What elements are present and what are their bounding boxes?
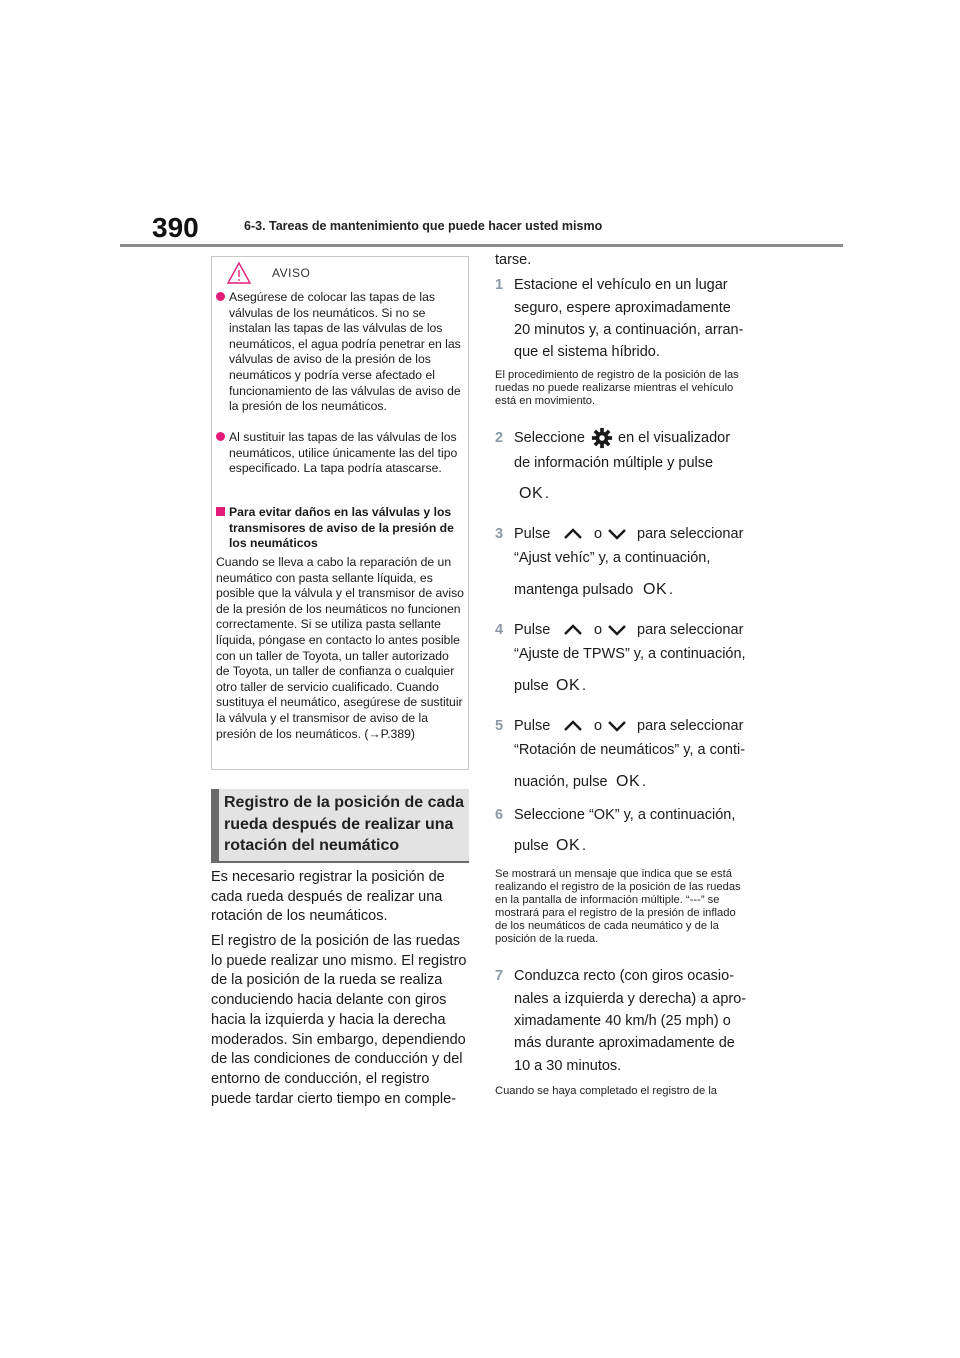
step-text: o bbox=[594, 526, 603, 542]
step-text: seguro, espere aproximadamente bbox=[514, 300, 731, 316]
chevron-down-icon bbox=[607, 528, 627, 540]
ok-button-icon: OK bbox=[616, 773, 641, 790]
ok-button-icon: OK bbox=[556, 677, 581, 694]
warning-bullet bbox=[216, 290, 464, 415]
chevron-up-icon bbox=[563, 528, 583, 540]
body-paragraph: Es necesario registrar la posición de cada rueda después de realizar una rotación de los neumáticos. bbox=[211, 869, 445, 925]
step-text: en el visualizador bbox=[618, 430, 731, 446]
warning-title: AVISO bbox=[272, 266, 311, 280]
step-text: . bbox=[582, 678, 587, 694]
step-text: “Ajuste de TPWS” y, a continuación, bbox=[514, 646, 746, 662]
header-divider bbox=[120, 244, 843, 247]
step-text: 10 a 30 minutos. bbox=[514, 1058, 622, 1074]
page-reference-link[interactable]: P.389) bbox=[380, 726, 415, 741]
step-text: “Ajust vehíc” y, a continuación, bbox=[514, 550, 711, 566]
ok-button-icon: OK bbox=[519, 485, 544, 502]
step-text: para seleccionar bbox=[637, 622, 744, 638]
step-text: o bbox=[594, 718, 603, 734]
page-number: 390 bbox=[152, 212, 199, 243]
continuation-text: tarse. bbox=[495, 252, 532, 268]
ok-button-icon: OK bbox=[556, 837, 581, 854]
step-number: 4 bbox=[495, 622, 504, 638]
gear-icon bbox=[591, 427, 613, 449]
step-text: Pulse bbox=[514, 622, 551, 638]
step-number: 3 bbox=[495, 526, 504, 542]
ok-button-icon: OK bbox=[643, 581, 668, 598]
step-text: . bbox=[642, 774, 647, 790]
step-text: mantenga pulsado bbox=[514, 582, 634, 598]
chevron-up-icon bbox=[563, 720, 583, 732]
step-text: “Rotación de neumáticos” y, a conti- bbox=[514, 742, 746, 758]
step-text: Pulse bbox=[514, 526, 551, 542]
step-text: nuación, pulse bbox=[514, 774, 608, 790]
step-text: pulse bbox=[514, 678, 549, 694]
step-number: 7 bbox=[495, 968, 504, 984]
chevron-up-icon bbox=[563, 624, 583, 636]
warning-bullet-text: Al sustituir las tapas de las válvulas de los neumáticos, utilice únicamente las del tipo especificado. La tapa podría atascarse. bbox=[229, 430, 458, 476]
step-text: para seleccionar bbox=[637, 718, 744, 734]
note-text: Se mostrará un mensaje que indica que se está realizando el registro de la posición de las ruedas en la pantalla de información múltiple. “---” se mostrará para el registro de la presión de inflado de los neumáticos de cada neumático y de la posición de la rueda. bbox=[495, 868, 741, 945]
step-text: o bbox=[594, 622, 603, 638]
step-text: nales a izquierda y derecha) a apro- bbox=[514, 991, 747, 1007]
step-number: 6 bbox=[495, 807, 504, 823]
step-text: Seleccione bbox=[514, 430, 585, 446]
step-number: 5 bbox=[495, 718, 504, 734]
step-text: 20 minutos y, a continuación, arran- bbox=[514, 322, 744, 338]
step-text: . bbox=[582, 838, 587, 854]
warning-triangle-icon bbox=[226, 261, 252, 285]
arrow-right-icon: → bbox=[368, 726, 381, 741]
body-paragraph: El registro de la posición de las ruedas lo puede realizar uno mismo. El registro de la posición de la rueda se realiza conduciendo hacia delante con giros hacia la izquierda y hacia la derecha moderados. Sin embargo, dependiendo de las condiciones de conducción y del entorno de conducción, el registro puede tardar cierto tiempo en comple- bbox=[211, 933, 467, 1107]
step-text: Conduzca recto (con giros ocasio- bbox=[514, 968, 735, 984]
note-text: Cuando se haya completado el registro de la bbox=[495, 1085, 718, 1097]
bullet-icon bbox=[216, 292, 225, 301]
step-text: que el sistema híbrido. bbox=[514, 344, 660, 360]
step-text: . bbox=[545, 486, 550, 502]
step-text: Pulse bbox=[514, 718, 551, 734]
chapter-heading: 6-3. Tareas de mantenimiento que puede hacer usted mismo bbox=[244, 219, 603, 233]
section-title: Registro de la posición de cada rueda después de realizar una rotación del neumático bbox=[224, 794, 465, 854]
note-text: El procedimiento de registro de la posición de las ruedas no puede realizarse mientras el vehículo está en movimiento. bbox=[495, 369, 739, 407]
warning-header bbox=[226, 261, 310, 285]
step-number: 2 bbox=[495, 430, 504, 446]
warning-paragraph: Cuando se lleva a cabo la reparación de un neumático con pasta sellante líquida, es posible que la válvula y el transmisor de aviso de la presión de los neumáticos no funcionen correctamente. Si se utiliza pasta sellante líquida, póngase en contacto lo antes posible con un taller de Toyota, un taller autorizado de Toyota, un taller de confianza o cualquier otro taller de servicio cualificado. Cuando sustituya el neumático, asegúrese de sustituir la válvula y el transmisor de aviso de la presión de los neumáticos. (→P.389) bbox=[216, 555, 464, 741]
step-text: más durante aproximadamente de bbox=[514, 1035, 735, 1051]
bullet-icon bbox=[216, 432, 225, 441]
step-text: Seleccione “OK” y, a continuación, bbox=[514, 807, 736, 823]
warning-bullet bbox=[216, 430, 464, 477]
step-text: Estacione el vehículo en un lugar bbox=[514, 277, 728, 293]
chevron-down-icon bbox=[607, 624, 627, 636]
warning-bullet-text: Asegúrese de colocar las tapas de las válvulas de los neumáticos. Si no se instalan las tapas de las válvulas de los neumáticos, el agua podría penetrar en las válvulas de aviso de la presión de los neumáticos y podría verse afectado el funcionamiento de las válvulas de aviso de la presión de los neumáticos. bbox=[229, 290, 461, 414]
step-text: ximadamente 40 km/h (25 mph) o bbox=[514, 1013, 731, 1029]
step-number: 1 bbox=[495, 277, 504, 293]
step-text: . bbox=[669, 582, 674, 598]
step-text: pulse bbox=[514, 838, 549, 854]
chevron-down-icon bbox=[607, 720, 627, 732]
square-bullet-icon bbox=[216, 507, 225, 516]
step-text: para seleccionar bbox=[637, 526, 744, 542]
warning-subheading: Para evitar daños en las válvulas y los transmisores de aviso de la presión de los neumáticos bbox=[216, 505, 464, 552]
step-text: de información múltiple y pulse bbox=[514, 455, 714, 471]
